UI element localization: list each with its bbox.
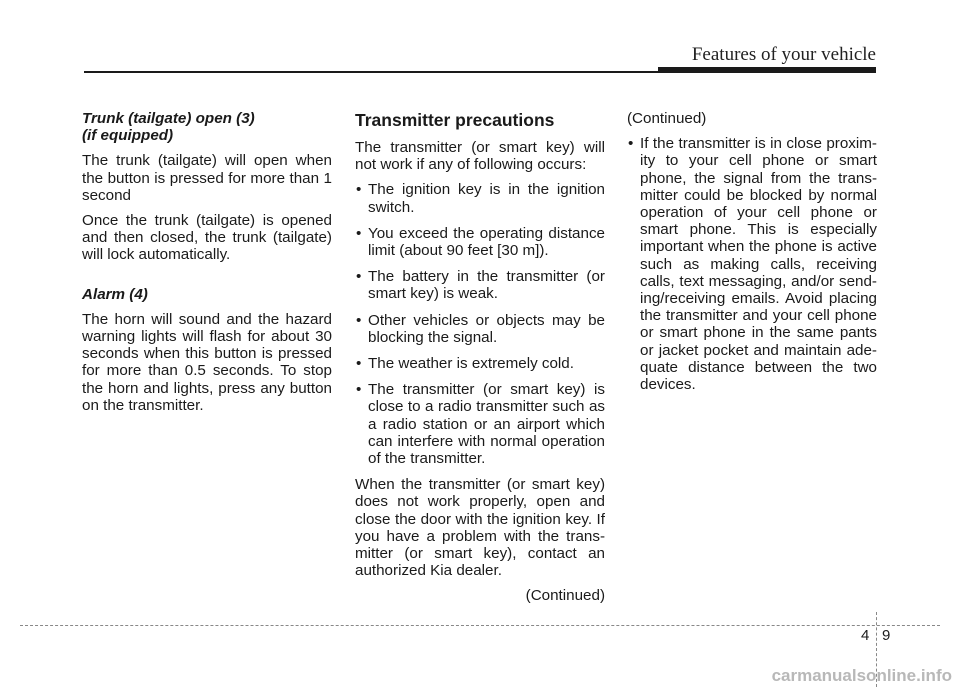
header-rule-accent <box>658 67 876 73</box>
intro-paragraph: The transmitter (or smart key) will not work if any of following occurs: <box>355 139 605 174</box>
list-item: • The battery in the transmitter (or smart key) is weak. <box>355 268 605 302</box>
continued-note: (Continued) <box>525 587 605 605</box>
list-item: • The transmitter (or smart key) is close to a radio transmitter such as a radio station or an airport which can interfere with normal operation of the transmitter. <box>355 381 605 467</box>
trunk-paragraph-2: Once the trunk (tailgate) is opened and then closed, the trunk (tailgate) will lock automatically. <box>82 212 332 264</box>
list-item: • Other vehicles or objects may be blocking the signal. <box>355 312 605 346</box>
list-item: • The weather is extremely cold. <box>355 355 605 372</box>
trunk-paragraph-1: The trunk (tailgate) will open when the button is pressed for more than 1 second <box>82 152 332 204</box>
continued-label: (Continued) <box>627 110 707 127</box>
list-item: • If the transmitter is in close proxim-ity to your cell phone or smart phone, the signal from the trans-mitter could be blocked by normal operation of your cell phone or smart phone. This is especially important when the phone is active such as making calls, receiving calls, text messaging, and/or send-ing/receiving emails. Avoid placing the transmitter and your cell phone or smart phone in the same pants or jacket pocket and maintain ade-quate distance between the two devices. <box>627 135 877 393</box>
list-item: • The ignition key is in the ignition switch. <box>355 181 605 215</box>
section-title: Transmitter precautions <box>355 110 555 130</box>
precautions-list <box>355 181 605 467</box>
column-1 <box>82 110 332 422</box>
trunk-heading <box>82 110 332 144</box>
page-header-title: Features of your vehicle <box>691 44 876 65</box>
page-number: 9 <box>882 627 891 644</box>
trunk-heading-line2: (if equipped) <box>82 127 174 145</box>
list-item: • You exceed the operating distance limit (about 90 feet [30 m]). <box>355 225 605 259</box>
chapter-number: 4 <box>861 627 870 644</box>
dealer-paragraph: When the transmitter (or smart key) does not work properly, open and close the door with the ignition key. If you have a problem with the trans-mitter (or smart key), contact an authorized Kia dealer. <box>355 476 605 580</box>
column-2 <box>355 110 605 605</box>
header-rule <box>84 71 660 73</box>
alarm-heading: Alarm (4) <box>82 285 148 303</box>
precautions-list-continued <box>627 135 877 393</box>
alarm-paragraph: The horn will sound and the hazard warning lights will flash for about 30 seconds when this button is pressed for more than 0.5 seconds. To stop the horn and lights, press any button on the transmitter. <box>82 310 332 414</box>
trunk-heading-line1: Trunk (tailgate) open (3) <box>82 110 255 127</box>
footer-rule <box>20 625 940 626</box>
column-3 <box>627 110 877 402</box>
watermark: carmanualsonline.info <box>771 666 952 685</box>
